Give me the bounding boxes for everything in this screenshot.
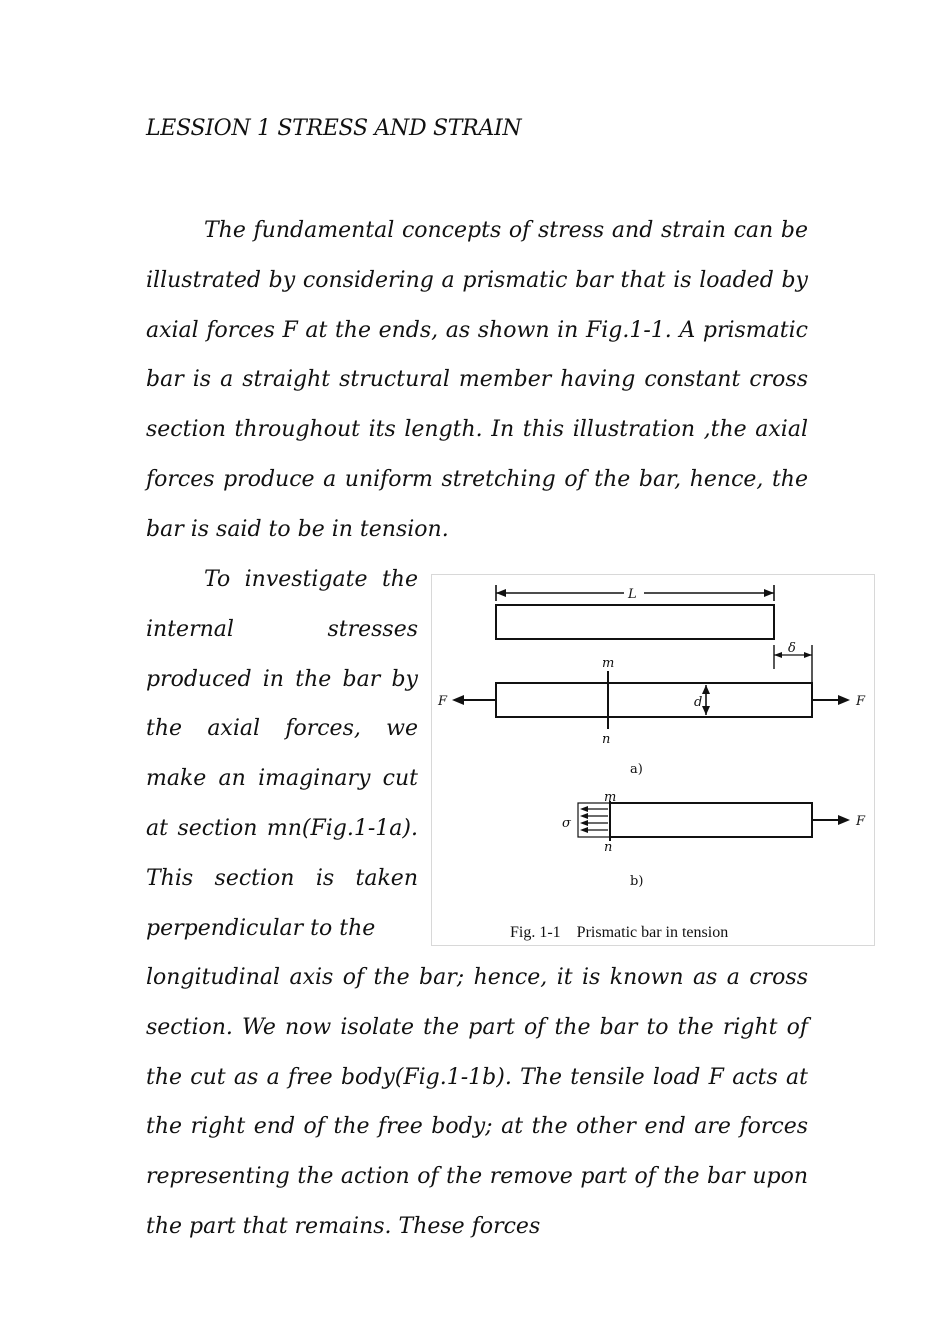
section-m-label-b: m	[604, 790, 617, 805]
paragraph-1: The fundamental concepts of stress and strain can be illustrated by considering a prismatic bar that is loaded by axial forces F at the ends, as shown in Fig.1-1. A prismatic bar is a straight structural member having constant cross section throughout its length. In this illustration ,the axial forces produce a uniform stretching of the bar, hence, the bar is said to be in tension.	[146, 218, 808, 542]
elongation-label: δ	[788, 641, 796, 656]
figure-caption: Fig. 1-1 Prismatic bar in tension	[510, 924, 729, 941]
loaded-bar	[496, 683, 812, 717]
lesson-title: LESSION 1 STRESS AND STRAIN	[146, 116, 522, 141]
force-left-label: F	[438, 694, 448, 709]
force-right-label-b: F	[856, 814, 866, 829]
figure-diagram	[432, 575, 874, 945]
section-n-label: n	[602, 732, 611, 747]
length-label: L	[628, 587, 637, 602]
section-n-label-b: n	[604, 840, 613, 855]
unloaded-bar	[496, 605, 774, 639]
force-right-label: F	[856, 694, 866, 709]
part-a-label: a)	[630, 762, 643, 777]
figure-prismatic-bar	[431, 574, 875, 946]
sigma-label: σ	[562, 816, 571, 831]
part-b-label: b)	[630, 874, 644, 889]
paragraph-2-rest: longitudinal axis of the bar; hence, it is known as a cross section. We now isolate the part of the bar to the right of the cut as a free body(Fig.1-1b). The tensile load F acts at the right end of the free body; at the other end are forces representing the action of the remove part of the bar upon the part that remains. These forces	[146, 965, 808, 1239]
section-m-label: m	[602, 656, 615, 671]
diameter-label: d	[694, 695, 703, 710]
free-body-bar	[610, 803, 812, 837]
paragraph-2-wrapped: To investigate the internal stresses produced in the bar by the axial forces, we make an imaginary cut at section mn(Fig.1-1a). This section is taken perpendicular to the	[146, 567, 418, 941]
